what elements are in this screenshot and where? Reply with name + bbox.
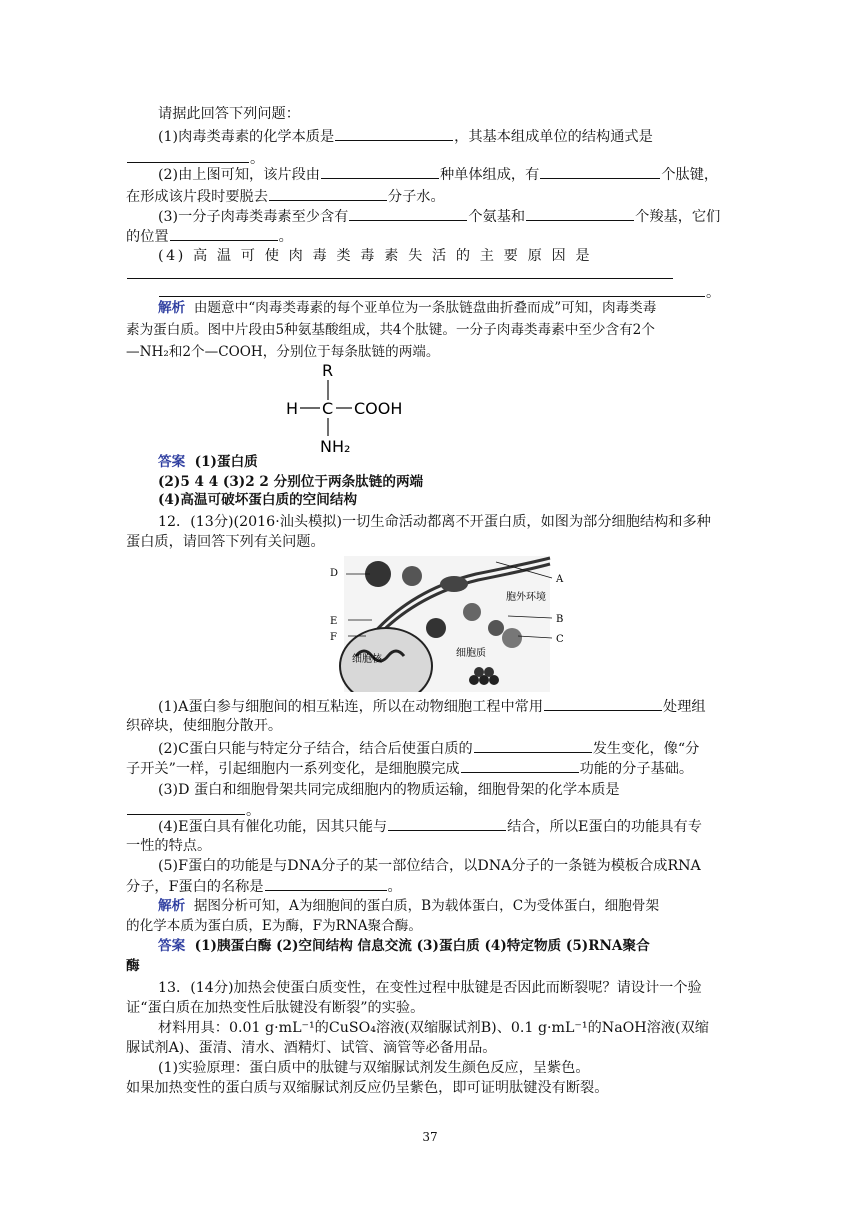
q11-part2: (2)由上图可知，该片段由 种单体组成，有 个肽键， xyxy=(158,164,738,185)
q12-part5: (5)F蛋白的功能是与DNA分子的某一部位结合，以DNA分子的一条链为模板合成RNA xyxy=(158,858,701,874)
q12-part4-cont: 一性的特点。 xyxy=(126,838,212,854)
protein-c-shape xyxy=(502,628,522,648)
figure-label-b: B xyxy=(556,614,564,625)
q12-part1-cont: 织碎块，使细胞分散开。 xyxy=(126,718,283,734)
analysis-label: 解析 xyxy=(158,300,186,316)
q11-part4: (4) 高 温 可 使 肉 毒 类 毒 素 失 活 的 主 要 原 因 是 xyxy=(158,248,593,264)
analysis-11-line2: 素为蛋白质。图中片段由5种氨基酸组成，共4个肽键。一分子肉毒类毒素中至少含有2个 xyxy=(126,322,655,338)
q11-part1-cont: 。 xyxy=(126,148,738,169)
cell-structure-figure xyxy=(326,556,578,692)
formula-h: H xyxy=(286,399,299,418)
answer-blank xyxy=(544,696,662,711)
answer-blank xyxy=(127,148,249,163)
protein-shape xyxy=(463,603,481,621)
answer-blank xyxy=(461,758,579,773)
formula-r: R xyxy=(322,362,334,380)
answer-label: 答案 xyxy=(158,938,186,954)
q13-head2: 证“蛋白质在加热变性后肽键没有断裂”的实验。 xyxy=(126,1000,425,1016)
formula-c: C xyxy=(322,399,334,418)
q13-principle2: 如果加热变性的蛋白质与双缩脲试剂反应仍呈紫色，即可证明肽键没有断裂。 xyxy=(126,1080,609,1096)
q12-part2-cont: 子开关”一样，引起细胞内一系列变化，是细胞膜完成 功能的分子基础。 xyxy=(126,758,738,779)
answer-blank xyxy=(540,164,660,179)
q12-part5-cont: 分子，F蛋白的名称是 。 xyxy=(126,876,738,897)
q11-intro: 请据此回答下列问题： xyxy=(158,106,300,122)
amino-acid-structural-formula xyxy=(284,362,424,454)
q12-part3: (3)D 蛋白和细胞骨架共同完成细胞内的物质运输，细胞骨架的化学本质是 xyxy=(158,782,620,798)
figure-label-f: F xyxy=(330,632,337,643)
answer-11-line1: 答案 (1)蛋白质 xyxy=(158,454,258,470)
answer-blank xyxy=(127,800,245,815)
answer-label: 答案 xyxy=(158,454,186,470)
answer-blank xyxy=(265,876,387,891)
q11-part4-blank2: 。 xyxy=(158,282,738,303)
answer-blank xyxy=(526,206,634,221)
q13-materials2: 脲试剂A)、蛋清、清水、酒精灯、试管、滴管等必备用品。 xyxy=(126,1040,497,1056)
answer-blank xyxy=(159,282,705,297)
q12-head2: 蛋白质，请回答下列有关问题。 xyxy=(126,534,325,550)
answer-blank xyxy=(127,264,673,279)
answer-blank xyxy=(388,816,506,831)
analysis-11-line3: —NH₂和2个—COOH，分别位于每条肽链的两端。 xyxy=(126,344,440,360)
answer-blank xyxy=(269,186,387,201)
answer-12-line1: 答案 (1)胰蛋白酶 (2)空间结构 信息交流 (3)蛋白质 (4)特定物质 (5)RNA聚合 xyxy=(158,938,650,954)
protein-shape xyxy=(488,620,504,636)
figure-label-d: D xyxy=(330,568,339,579)
q11-part3: (3)一分子肉毒类毒素至少含有 个氨基和 个羧基，它们 xyxy=(158,206,738,227)
q13-principle1: (1)实验原理：蛋白质中的肽键与双缩脲试剂发生颜色反应，呈紫色。 xyxy=(158,1060,590,1076)
figure-label-outside: 胞外环境 xyxy=(506,592,546,603)
q12-part4: (4)E蛋白具有催化功能，因其只能与 结合，所以E蛋白的功能具有专 xyxy=(158,816,738,837)
q11-part1: (1)肉毒类毒素的化学本质是 ，其基本组成单位的结构通式是 xyxy=(158,126,738,147)
analysis-12-line1: 解析 据图分析可知，A为细胞间的蛋白质，B为载体蛋白，C为受体蛋白，细胞骨架 xyxy=(158,898,660,914)
figure-label-c: C xyxy=(556,634,564,645)
figure-label-e: E xyxy=(330,616,338,627)
answer-blank xyxy=(349,206,467,221)
q12-part1: (1)A蛋白参与细胞间的相互粘连，所以在动物细胞工程中常用 处理组 xyxy=(158,696,738,717)
answer-11-line3: (4)高温可破坏蛋白质的空间结构 xyxy=(158,492,358,508)
formula-cooh: COOH xyxy=(354,399,403,418)
analysis-12-line2: 的化学本质为蛋白质，E为酶，F为RNA聚合酶。 xyxy=(126,918,422,934)
q12-part2: (2)C蛋白只能与特定分子结合，结合后使蛋白质的 发生变化，像“分 xyxy=(158,738,738,759)
answer-blank xyxy=(474,738,592,753)
figure-label-a: A xyxy=(556,574,564,585)
q13-materials1: 材料用具：0.01 g·mL⁻¹的CuSO₄溶液(双缩脲试剂B)、0.1 g·mL⁻¹的NaOH溶液(双缩 xyxy=(158,1020,709,1036)
figure-label-nucleus: 细胞核 xyxy=(352,654,382,665)
enzyme-e-shape xyxy=(426,618,446,638)
analysis-11-line1: 解析 由题意中“肉毒类毒素的每个亚单位为一条肽链盘曲折叠而成”可知，肉毒类毒 xyxy=(158,300,657,316)
q13-head1: 13．(14分)加热会使蛋白质变性，在变性过程中肽键是否因此而断裂呢？请设计一个验 xyxy=(158,980,702,996)
analysis-label: 解析 xyxy=(158,898,186,914)
page-number: 37 xyxy=(422,1130,438,1144)
formula-nh2: NH₂ xyxy=(320,437,351,454)
answer-blank xyxy=(335,126,453,141)
q11-part3-cont: 的位置 。 xyxy=(126,226,738,247)
figure-label-cytoplasm: 细胞质 xyxy=(456,648,486,659)
answer-12-line2: 酶 xyxy=(126,958,140,974)
vesicle-shape xyxy=(402,566,422,586)
answer-11-line2: (2)5 4 4 (3)2 2 分别位于两条肽链的两端 xyxy=(158,474,424,490)
q12-head1: 12．(13分)(2016·汕头模拟)一切生命活动都离不开蛋白质，如图为部分细胞结构和多种 xyxy=(158,514,711,530)
answer-blank xyxy=(170,226,278,241)
q11-part2-cont: 在形成该片段时要脱去 分子水。 xyxy=(126,186,738,207)
protein-b-shape xyxy=(440,576,468,592)
answer-blank xyxy=(321,164,439,179)
q12-part3-cont: 。 xyxy=(126,800,738,821)
